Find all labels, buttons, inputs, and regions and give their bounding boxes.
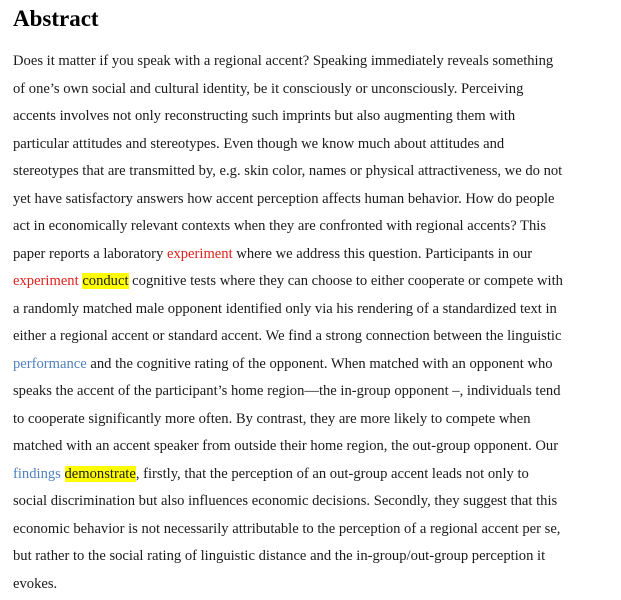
text-segment: either a regional accent or standard accent. We find a strong connection between the linguistic [13, 328, 561, 344]
text-line [13, 490, 621, 518]
text-line [13, 188, 621, 216]
text-line [13, 50, 621, 78]
text-line [13, 243, 621, 271]
text-segment: but rather to the social rating of linguistic distance and the in-group/out-group perception it [13, 548, 545, 564]
text-segment: matched with an accent speaker from outside their home region, the out-group opponent. Our [13, 438, 558, 454]
text-segment: Does it matter if you speak with a regional accent? Speaking immediately reveals something [13, 53, 553, 69]
text-segment: particular attitudes and stereotypes. Even though we know much about attitudes and [13, 136, 504, 152]
text-line [13, 270, 621, 298]
text-line [13, 463, 621, 491]
highlighted-word: demonstrate [65, 466, 136, 482]
text-line [13, 215, 621, 243]
text-line [13, 353, 621, 381]
text-segment: speaks the accent of the participant’s home region—the in-group opponent –, individuals tend [13, 383, 561, 399]
text-segment: and the cognitive rating of the opponent. When matched with an opponent who [87, 356, 553, 372]
text-segment [61, 466, 65, 482]
text-segment: yet have satisfactory answers how accent perception affects human behavior. How do people [13, 191, 555, 207]
section-heading: Abstract [13, 4, 99, 34]
abstract-paragraph [13, 50, 621, 600]
text-segment: where we address this question. Participants in our [233, 246, 533, 262]
text-line [13, 380, 621, 408]
text-line [13, 160, 621, 188]
text-line [13, 435, 621, 463]
text-segment: cognitive tests where they can choose to either cooperate or compete with [129, 273, 563, 289]
text-line [13, 518, 621, 546]
text-line [13, 298, 621, 326]
text-segment: a randomly matched male opponent identified only via his rendering of a standardized text in [13, 301, 557, 317]
text-segment: evokes. [13, 576, 57, 592]
marked-word-blue: findings [13, 466, 61, 482]
text-line [13, 105, 621, 133]
text-line [13, 545, 621, 573]
text-segment: to cooperate significantly more often. By contrast, they are more likely to compete when [13, 411, 531, 427]
text-segment: , firstly, that the perception of an out-group accent leads not only to [136, 466, 529, 482]
text-line [13, 408, 621, 436]
text-line [13, 573, 621, 600]
text-line [13, 78, 621, 106]
text-line [13, 133, 621, 161]
text-segment: of one’s own social and cultural identity, be it consciously or unconsciously. Perceiving [13, 81, 523, 97]
text-segment: act in economically relevant contexts when they are confronted with regional accents? This [13, 218, 546, 234]
text-segment: social discrimination but also influences economic decisions. Secondly, they suggest that this [13, 493, 557, 509]
marked-word-red: experiment [167, 246, 233, 262]
text-segment: paper reports a laboratory [13, 246, 167, 262]
marked-word-red: experiment [13, 273, 79, 289]
marked-word-blue: performance [13, 356, 87, 372]
text-segment: stereotypes that are transmitted by, e.g. skin color, names or physical attractiveness, we do not [13, 163, 562, 179]
text-line [13, 325, 621, 353]
text-segment: accents involves not only reconstructing such imprints but also augmenting them with [13, 108, 515, 124]
highlighted-word: conduct [82, 273, 128, 289]
text-segment: economic behavior is not necessarily attributable to the perception of a regional accent per se, [13, 521, 560, 537]
